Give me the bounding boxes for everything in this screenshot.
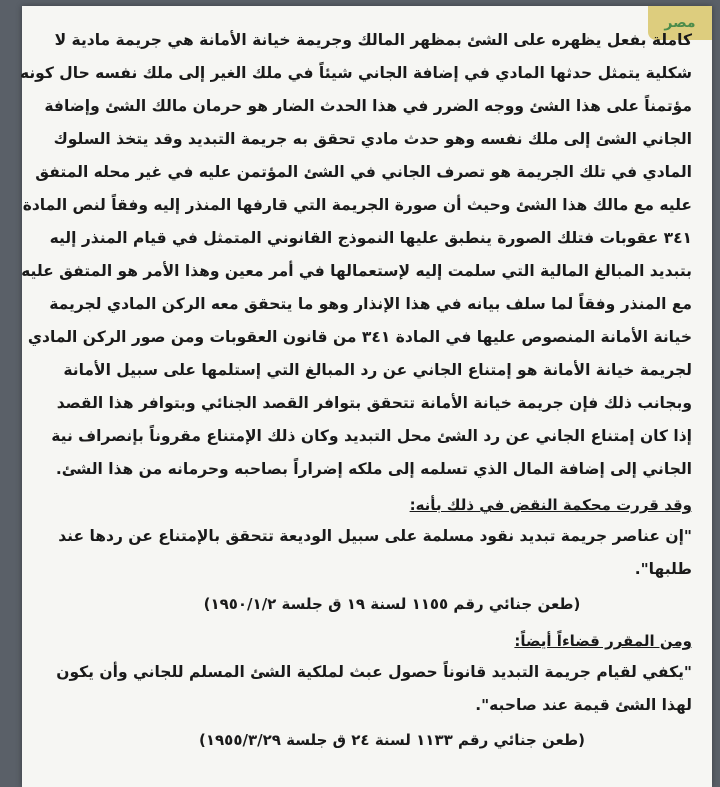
paragraph-line: كاملة بفعل يظهره على الشئ بمظهر المالك وجريمة خيانة الأمانة هي جريمة مادية لا — [54, 31, 692, 49]
paragraph-line: المادي في تلك الجريمة هو تصرف الجاني في الشئ المؤتمن عليه في غير محله المتفق — [35, 163, 692, 181]
paragraph-line: الجاني إلى إضافة المال الذي تسلمه إلى ملكه إضراراً بصاحبه وحرمانه من هذا الشئ. — [55, 460, 692, 478]
ruling-quote — [56, 656, 692, 722]
paragraph-line: ٣٤١ عقوبات فتلك الصورة ينطبق عليها النموذج القانوني المتمثل في قيام المنذر إليه — [49, 229, 692, 247]
paragraph-line: وبجانب ذلك فإن جريمة خيانة الأمانة تتحقق بتوافر القصد الجنائي وبتوافر هذا القصد — [56, 394, 692, 412]
quote-line: لهذا الشئ قيمة عند صاحبه". — [475, 696, 692, 714]
ruling-citation: (طعن جنائي رقم ١١٥٥ لسنة ١٩ ق جلسة ١٩٥٠/١/٢) — [203, 595, 581, 613]
ruling-heading: ومن المقرر قضاءاً أيضاً: — [514, 632, 692, 650]
ruling-heading: وقد قررت محكمة النقض في ذلك بأنه: — [409, 496, 692, 514]
paragraph-line: بتبديد المبالغ المالية التي سلمت إليه لإستعمالها في أمر معين وهذا الأمر هو المتفق عليه — [21, 262, 692, 280]
paragraph-line: لجريمة خيانة الأمانة هو إمتناع الجاني عن رد المبالغ التي إستلمها على سبيل الأمانة — [63, 361, 692, 379]
document-body — [19, 24, 692, 758]
paragraph-line: مع المنذر وفقاً لما سلف بيانه في هذا الإنذار وهو ما يتحقق معه الركن المادي لجريمة — [49, 295, 692, 313]
watermark-logo: مصر — [648, 6, 712, 40]
main-paragraph — [19, 24, 692, 486]
paragraph-line: خيانة الأمانة المنصوص عليها في المادة ٣٤١ من قانون العقوبات ومن صور الركن المادي — [27, 328, 692, 346]
paragraph-line: الجاني الشئ إلى ملك نفسه وهو حدث مادي تحقق به جريمة التبديد وقد يتخذ السلوك — [53, 130, 692, 148]
ruling-quote — [58, 520, 692, 586]
ruling-citation: (طعن جنائي رقم ١١٣٣ لسنة ٢٤ ق جلسة ١٩٥٥/٣/٢٩) — [199, 731, 585, 749]
quote-line: "إن عناصر جريمة تبديد نقود مسلمة على سبيل الوديعة تتحقق بالإمتناع عن ردها عند — [58, 527, 692, 545]
quote-line: طلبها". — [634, 560, 692, 578]
paragraph-line: عليه مع مالك هذا الشئ وحيث أن صورة الجريمة التي قارفها المنذر إليه وفقاً لنص المادة — [22, 196, 692, 214]
paragraph-line: شكلية يتمثل حدثها المادي في إضافة الجاني شيئاً في ملك الغير إلى ملك نفسه حال كونه — [19, 64, 692, 82]
document-page — [19, 6, 712, 787]
paragraph-line: إذا كان إمتناع الجاني عن رد الشئ محل التبديد وكان ذلك الإمتناع مقروناً بإنصراف نية — [51, 427, 692, 445]
quote-line: "يكفي لقيام جريمة التبديد قانوناً حصول عبث لملكية الشئ المسلم للجاني وأن يكون — [56, 663, 692, 681]
paragraph-line: مؤتمناً على هذا الشئ ووجه الضرر في هذا الحدث الضار هو حرمان مالك الشئ وإضافة — [44, 97, 692, 115]
